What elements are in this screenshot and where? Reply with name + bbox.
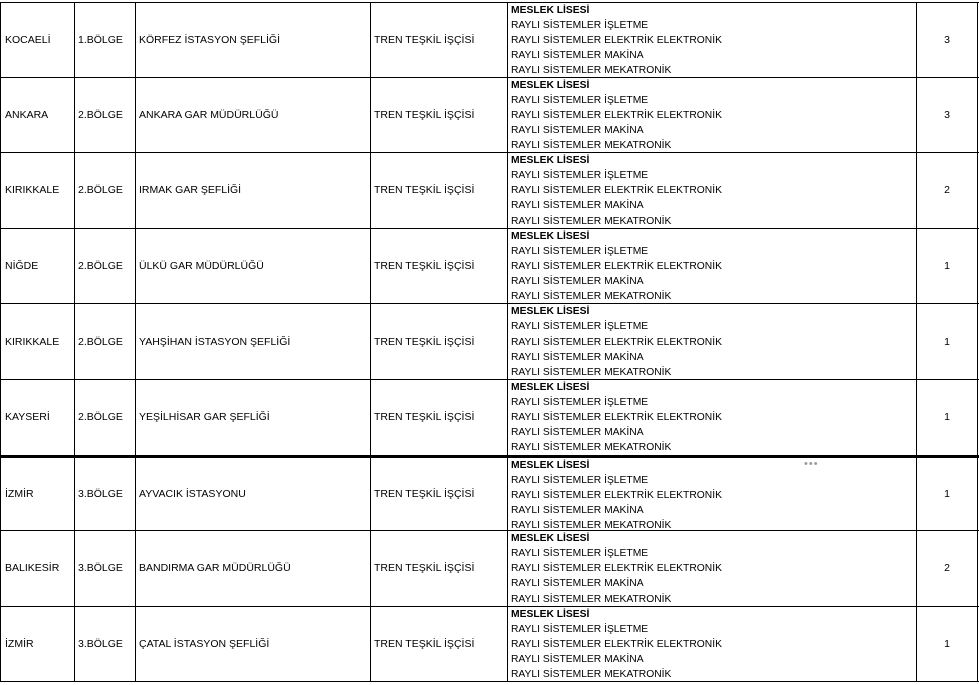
requirement-item: RAYLI SİSTEMLER MEKATRONİK	[511, 366, 672, 378]
requirements-cell	[508, 458, 917, 531]
requirement-item: RAYLI SİSTEMLER MEKATRONİK	[511, 291, 672, 303]
requirement-item: RAYLI SİSTEMLER MEKATRONİK	[511, 215, 672, 227]
unit-cell: YEŞİLHİSAR GAR ŞEFLİĞİ	[136, 380, 371, 455]
requirement-item: RAYLI SİSTEMLER İŞLETME	[511, 245, 649, 257]
requirements-cell	[508, 607, 917, 682]
requirement-item: RAYLI SİSTEMLER MEKATRONİK	[511, 593, 672, 605]
requirement-item: RAYLI SİSTEMLER MAKİNA	[511, 427, 644, 439]
position-cell: TREN TEŞKİL İŞÇİSİ	[371, 304, 508, 379]
table-row	[0, 153, 979, 229]
position-cell: TREN TEŞKİL İŞÇİSİ	[371, 3, 508, 77]
table-row	[0, 229, 979, 305]
table-row	[0, 380, 979, 456]
requirement-item: RAYLI SİSTEMLER ELEKTRİK ELEKTRONİK	[511, 563, 722, 575]
region-cell: 1.BÖLGE	[75, 3, 136, 77]
requirement-item: RAYLI SİSTEMLER MAKİNA	[511, 578, 644, 590]
requirement-item: RAYLI SİSTEMLER MAKİNA	[511, 504, 644, 516]
count-cell: 1	[917, 380, 978, 455]
count-cell: 1	[917, 229, 978, 304]
table-row	[0, 607, 979, 683]
province-cell: KAYSERİ	[0, 380, 75, 455]
requirement-heading: MESLEK LİSESİ	[511, 79, 590, 91]
requirement-item: RAYLI SİSTEMLER ELEKTRİK ELEKTRONİK	[511, 260, 722, 272]
requirements-cell	[508, 78, 917, 153]
count-cell: 1	[917, 304, 978, 379]
unit-cell: ÇATAL İSTASYON ŞEFLİĞİ	[136, 607, 371, 682]
requirement-item: RAYLI SİSTEMLER İŞLETME	[511, 170, 649, 182]
position-cell: TREN TEŞKİL İŞÇİSİ	[371, 458, 508, 531]
count-cell: 1	[917, 458, 978, 531]
requirement-item: RAYLI SİSTEMLER MAKİNA	[511, 351, 644, 363]
requirement-item: RAYLI SİSTEMLER MAKİNA	[511, 200, 644, 212]
region-cell: 3.BÖLGE	[75, 458, 136, 531]
requirement-item: RAYLI SİSTEMLER İŞLETME	[511, 321, 649, 333]
province-cell: KIRIKKALE	[0, 304, 75, 379]
region-cell: 2.BÖLGE	[75, 153, 136, 228]
table-row	[0, 304, 979, 380]
requirement-item: RAYLI SİSTEMLER ELEKTRİK ELEKTRONİK	[511, 638, 722, 650]
position-cell: TREN TEŞKİL İŞÇİSİ	[371, 153, 508, 228]
province-cell: KIRIKKALE	[0, 153, 75, 228]
unit-cell: ÜLKÜ GAR MÜDÜRLÜĞÜ	[136, 229, 371, 304]
region-cell: 2.BÖLGE	[75, 304, 136, 379]
requirement-item: RAYLI SİSTEMLER İŞLETME	[511, 548, 649, 560]
requirements-cell	[508, 304, 917, 379]
position-cell: TREN TEŞKİL İŞÇİSİ	[371, 380, 508, 455]
region-cell: 2.BÖLGE	[75, 229, 136, 304]
requirement-heading: MESLEK LİSESİ	[511, 306, 590, 318]
requirement-item: RAYLI SİSTEMLER MEKATRONİK	[511, 65, 672, 77]
position-cell: TREN TEŞKİL İŞÇİSİ	[371, 607, 508, 682]
count-cell: 1	[917, 607, 978, 682]
region-cell: 2.BÖLGE	[75, 78, 136, 153]
count-cell: 3	[917, 3, 978, 77]
requirement-item: RAYLI SİSTEMLER MEKATRONİK	[511, 442, 672, 454]
requirements-cell	[508, 153, 917, 228]
unit-cell: YAHŞİHAN İSTASYON ŞEFLİĞİ	[136, 304, 371, 379]
requirement-item: RAYLI SİSTEMLER İŞLETME	[511, 474, 649, 486]
table-row	[0, 531, 979, 607]
count-cell: 2	[917, 153, 978, 228]
unit-cell: IRMAK GAR ŞEFLİĞİ	[136, 153, 371, 228]
requirement-item: RAYLI SİSTEMLER MAKİNA	[511, 276, 644, 288]
position-cell: TREN TEŞKİL İŞÇİSİ	[371, 229, 508, 304]
unit-cell: KÖRFEZ İSTASYON ŞEFLİĞİ	[136, 3, 371, 77]
requirement-item: RAYLI SİSTEMLER ELEKTRİK ELEKTRONİK	[511, 185, 722, 197]
position-cell: TREN TEŞKİL İŞÇİSİ	[371, 78, 508, 153]
requirement-item: RAYLI SİSTEMLER MEKATRONİK	[511, 669, 672, 681]
requirements-cell	[508, 531, 917, 606]
table-row	[0, 456, 979, 532]
requirement-item: RAYLI SİSTEMLER MAKİNA	[511, 124, 644, 136]
province-cell: İZMİR	[0, 607, 75, 682]
requirement-heading: MESLEK LİSESİ	[511, 5, 590, 16]
requirements-cell	[508, 380, 917, 455]
requirements-cell	[508, 3, 917, 77]
table-row	[0, 2, 979, 78]
unit-cell: BANDIRMA GAR MÜDÜRLÜĞÜ	[136, 531, 371, 606]
unit-cell: ANKARA GAR MÜDÜRLÜĞÜ	[136, 78, 371, 153]
requirement-heading: MESLEK LİSESİ	[511, 459, 590, 471]
requirement-item: RAYLI SİSTEMLER ELEKTRİK ELEKTRONİK	[511, 35, 722, 47]
province-cell: NİĞDE	[0, 229, 75, 304]
requirement-heading: MESLEK LİSESİ	[511, 608, 590, 620]
requirement-item: RAYLI SİSTEMLER MAKİNA	[511, 50, 644, 62]
requirement-heading: MESLEK LİSESİ	[511, 230, 590, 242]
requirement-item: RAYLI SİSTEMLER İŞLETME	[511, 94, 649, 106]
requirement-item: RAYLI SİSTEMLER İŞLETME	[511, 20, 649, 32]
region-cell: 2.BÖLGE	[75, 380, 136, 455]
requirement-item: RAYLI SİSTEMLER MEKATRONİK	[511, 139, 672, 151]
requirement-item: RAYLI SİSTEMLER MEKATRONİK	[511, 519, 672, 531]
requirement-heading: MESLEK LİSESİ	[511, 155, 590, 167]
count-cell: 2	[917, 531, 978, 606]
requirement-item: RAYLI SİSTEMLER MAKİNA	[511, 654, 644, 666]
requirement-item: RAYLI SİSTEMLER ELEKTRİK ELEKTRONİK	[511, 109, 722, 121]
province-cell: ANKARA	[0, 78, 75, 153]
count-cell: 3	[917, 78, 978, 153]
requirement-heading: MESLEK LİSESİ	[511, 533, 590, 545]
province-cell: BALIKESİR	[0, 531, 75, 606]
province-cell: İZMİR	[0, 458, 75, 531]
requirement-item: RAYLI SİSTEMLER İŞLETME	[511, 397, 649, 409]
more-options-icon[interactable]: •••	[804, 458, 819, 470]
requirements-cell	[508, 229, 917, 304]
requirement-item: RAYLI SİSTEMLER ELEKTRİK ELEKTRONİK	[511, 489, 722, 501]
region-cell: 3.BÖLGE	[75, 607, 136, 682]
region-cell: 3.BÖLGE	[75, 531, 136, 606]
requirement-item: RAYLI SİSTEMLER ELEKTRİK ELEKTRONİK	[511, 336, 722, 348]
requirement-heading: MESLEK LİSESİ	[511, 382, 590, 393]
requirement-item: RAYLI SİSTEMLER İŞLETME	[511, 623, 649, 635]
table-row	[0, 78, 979, 154]
requirement-item: RAYLI SİSTEMLER ELEKTRİK ELEKTRONİK	[511, 412, 722, 424]
unit-cell: AYVACIK İSTASYONU	[136, 458, 371, 531]
province-cell: KOCAELİ	[0, 3, 75, 77]
position-cell: TREN TEŞKİL İŞÇİSİ	[371, 531, 508, 606]
